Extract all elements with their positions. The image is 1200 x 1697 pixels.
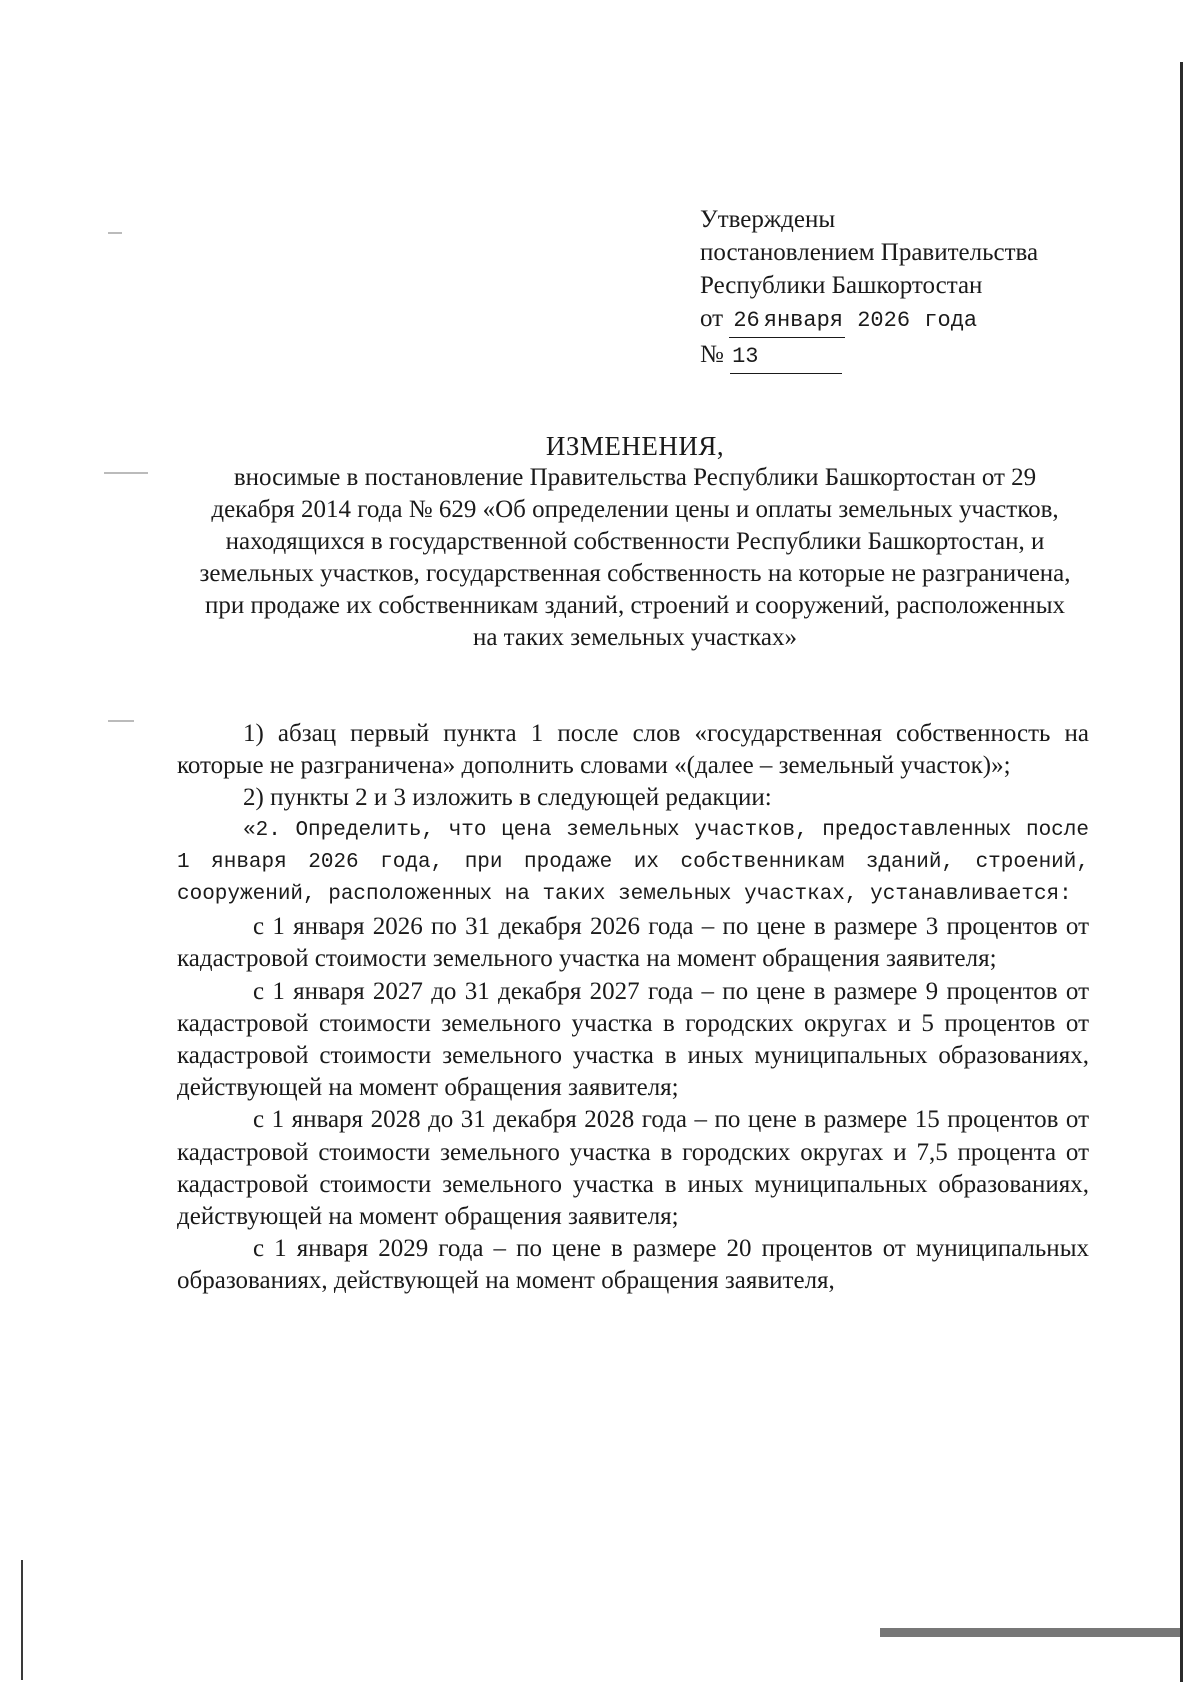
date-year: 2026 <box>857 308 911 333</box>
date-suffix: года <box>924 308 978 333</box>
approval-stamp <box>700 203 1140 374</box>
scan-speck <box>108 720 134 722</box>
resolution-number: 13 <box>730 340 842 374</box>
approval-republic: Республики Башкортостан <box>700 272 983 299</box>
paragraph-3: «2. Определить, что цена земельных участков, предоставленных после 1 января 2026 года, при продаже их собственникам зданий, строений, сооружений, расположенных на таких земельных участках, устанавливается: <box>177 818 1089 907</box>
date-prefix: от <box>700 305 724 332</box>
scan-edge-left <box>21 1560 23 1680</box>
document-heading: ИЗМЕНЕНИЯ, <box>545 431 725 461</box>
date-day: 26 <box>729 304 763 338</box>
scan-edge-right <box>1180 62 1183 1682</box>
approval-approved: Утверждены <box>700 206 836 233</box>
date-month: января <box>764 304 845 338</box>
approval-by-resolution: постановлением Правительства <box>700 239 1039 266</box>
document-title-block <box>195 430 1075 654</box>
scan-edge-bottom <box>880 1628 1180 1637</box>
document-body <box>177 718 1089 1298</box>
paragraph-5: с 1 января 2027 до 31 декабря 2027 года – по цене в размере 9 процентов от кадастровой стоимости земельного участка в городских округах и 5 процентов от кадастровой стоимости земельного участка в иных муниципальных образованиях, действующей на момент обращения заявителя; <box>177 977 1089 1102</box>
scan-speck <box>104 472 148 474</box>
scan-speck <box>108 232 122 234</box>
paragraph-1: 1) абзац первый пункта 1 после слов «государственная собственность на которые не разграничена» дополнить словами «(далее – земельный участок)»; <box>177 720 1089 780</box>
paragraph-4: с 1 января 2026 по 31 декабря 2026 года – по цене в размере 3 процентов от кадастровой стоимости земельного участка на момент обращения заявителя; <box>177 913 1089 973</box>
document-subtitle: вносимые в постановление Правительства Республики Башкортостан от 29 декабря 2014 года № 629 «Об определении цены и оплаты земельных участков, находящихся в государственной собственности Республики Башкортостан, и земельных участков, государственная собственность на которые не разграничена, при продаже их собственникам зданий, строений и сооружений, расположенных на таких земельных участках» <box>199 464 1071 651</box>
approval-date-line <box>700 302 1140 338</box>
paragraph-7: с 1 января 2029 года – по цене в размере 20 процентов от муниципальных образованиях, действующей на момент обращения заявителя, <box>177 1235 1089 1295</box>
paragraph-2: 2) пункты 2 и 3 изложить в следующей редакции: <box>243 784 772 812</box>
number-prefix: № <box>700 341 724 368</box>
paragraph-6: с 1 января 2028 до 31 декабря 2028 года – по цене в размере 15 процентов от кадастровой стоимости земельного участка в городских округах и 7,5 процента от кадастровой стоимости земельного участка в иных муниципальных образованиях, действующей на момент обращения заявителя; <box>177 1106 1089 1231</box>
approval-number-line <box>700 338 1140 374</box>
